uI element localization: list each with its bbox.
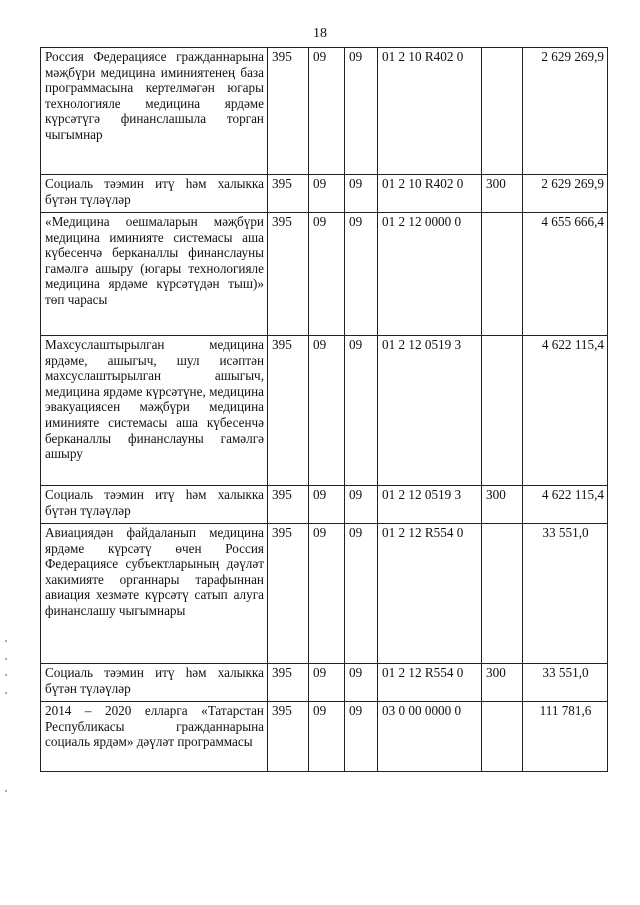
table-row (41, 702, 608, 772)
section-code: 09 (309, 524, 345, 664)
target-article-code: 01 2 12 0000 0 (378, 213, 482, 336)
table-row (41, 486, 608, 524)
subsection-code: 09 (345, 175, 378, 213)
amount-value: 2 629 269,9 (523, 48, 608, 175)
target-article-code: 01 2 12 0519 3 (378, 486, 482, 524)
section-code: 09 (309, 664, 345, 702)
row-description: Социаль тәэмин итү һәм халыкка бүтән түләүләр (41, 486, 268, 524)
expense-kind-code: 300 (482, 664, 523, 702)
row-description: Махсуслаштырылган медицина ярдәме, ашыгыч, шул исәптән махсуслаштырылган ашыгыч, медицина ярдәме күрсәтүне, медицина эвакуациясен мәҗбүри медицина иминияте системасы аша күбесенчә берканаллы финанслауны гамәлгә ашыру (41, 336, 268, 486)
expense-kind-code (482, 48, 523, 175)
table-row (41, 524, 608, 664)
amount-value: 111 781,6 (523, 702, 608, 772)
table-row (41, 213, 608, 336)
budget-table-body (41, 48, 608, 772)
subsection-code: 09 (345, 48, 378, 175)
budget-table (40, 47, 608, 772)
row-description: Социаль тәэмин итү һәм халыкка бүтән түләүләр (41, 664, 268, 702)
ministry-code: 395 (268, 524, 309, 664)
margin-marks (5, 640, 9, 800)
target-article-code: 03 0 00 0000 0 (378, 702, 482, 772)
subsection-code: 09 (345, 336, 378, 486)
subsection-code: 09 (345, 213, 378, 336)
section-code: 09 (309, 702, 345, 772)
row-description: 2014 – 2020 елларга «Татарстан Республикасы гражданнарына социаль ярдәм» дәүләт программасы (41, 702, 268, 772)
ministry-code: 395 (268, 664, 309, 702)
expense-kind-code (482, 213, 523, 336)
amount-value: 2 629 269,9 (523, 175, 608, 213)
expense-kind-code (482, 524, 523, 664)
ministry-code: 395 (268, 175, 309, 213)
expense-kind-code (482, 336, 523, 486)
ministry-code: 395 (268, 213, 309, 336)
table-row (41, 664, 608, 702)
page-number: 18 (313, 26, 327, 41)
ministry-code: 395 (268, 336, 309, 486)
section-code: 09 (309, 336, 345, 486)
ministry-code: 395 (268, 48, 309, 175)
row-description: «Медицина оешмаларын мәҗбүри медицина иминияте системасы аша күбесенчә берканаллы финанслауны гамәлгә ашыру (югары технологияле медицина ярдәме күрсәтүдән тыш)» төп чарасы (41, 213, 268, 336)
target-article-code: 01 2 12 R554 0 (378, 524, 482, 664)
target-article-code: 01 2 10 R402 0 (378, 175, 482, 213)
amount-value: 33 551,0 (523, 524, 608, 664)
target-article-code: 01 2 12 0519 3 (378, 336, 482, 486)
table-row (41, 336, 608, 486)
amount-value: 33 551,0 (523, 664, 608, 702)
row-description: Россия Федерациясе гражданнарына мәҗбүри медицина иминиятенең база программасына кертелмәгән югары технологияле медицина ярдәме күрсәтүгә финанслашыла торган чыгымнар (41, 48, 268, 175)
subsection-code: 09 (345, 702, 378, 772)
row-description: Авиациядән файдаланып медицина ярдәме күрсәтү өчен Россия Федерациясе субъектларының дәүләт хакимияте органнары тарафыннан авиация хезмәте күрсәтү сатып алуга финанслашу чыгымнары (41, 524, 268, 664)
ministry-code: 395 (268, 702, 309, 772)
row-description: Социаль тәэмин итү һәм халыкка бүтән түләүләр (41, 175, 268, 213)
expense-kind-code (482, 702, 523, 772)
expense-kind-code: 300 (482, 175, 523, 213)
subsection-code: 09 (345, 664, 378, 702)
amount-value: 4 655 666,4 (523, 213, 608, 336)
expense-kind-code: 300 (482, 486, 523, 524)
section-code: 09 (309, 48, 345, 175)
subsection-code: 09 (345, 486, 378, 524)
table-row (41, 175, 608, 213)
amount-value: 4 622 115,4 (523, 486, 608, 524)
subsection-code: 09 (345, 524, 378, 664)
section-code: 09 (309, 486, 345, 524)
section-code: 09 (309, 175, 345, 213)
ministry-code: 395 (268, 486, 309, 524)
table-row (41, 48, 608, 175)
target-article-code: 01 2 12 R554 0 (378, 664, 482, 702)
amount-value: 4 622 115,4 (523, 336, 608, 486)
section-code: 09 (309, 213, 345, 336)
target-article-code: 01 2 10 R402 0 (378, 48, 482, 175)
